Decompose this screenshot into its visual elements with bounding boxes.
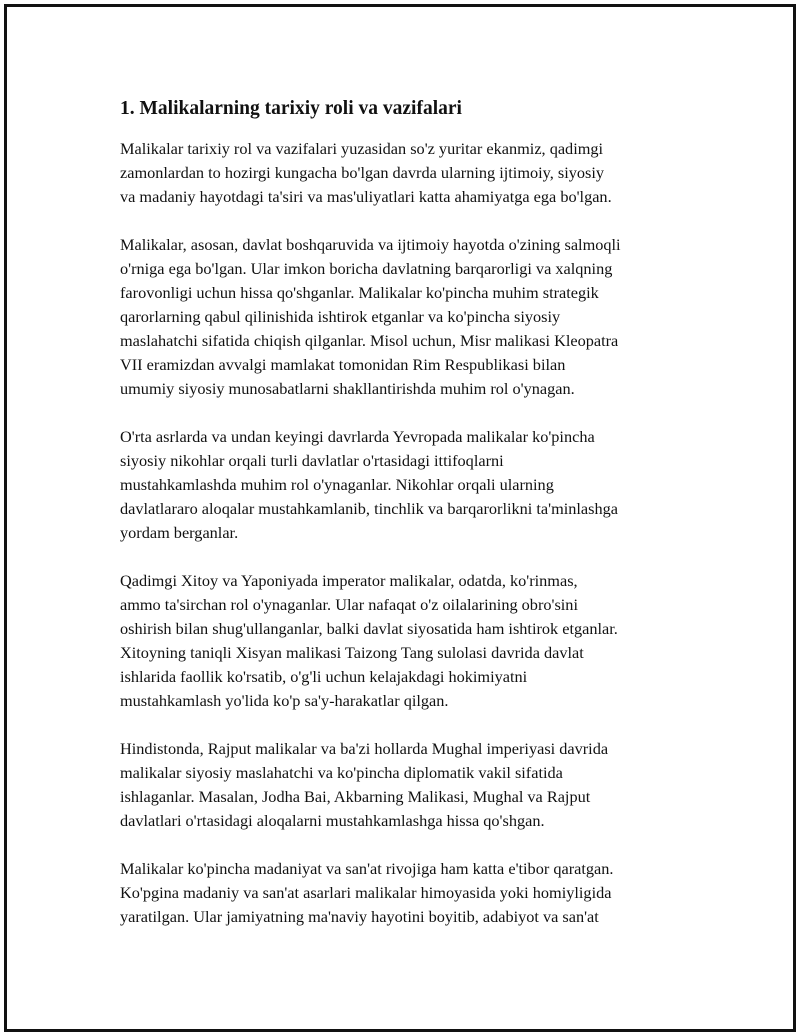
text-line: yordam berganlar. [120, 523, 239, 542]
text-line: Malikalar tarixiy rol va vazifalari yuzasidan so'z yuritar ekanmiz, qadimgi [120, 139, 604, 158]
text-line: umumiy siyosiy munosabatlarni shakllantirishda muhim rol o'ynagan. [120, 379, 575, 398]
text-line: VII eramizdan avvalgi mamlakat tomonidan Rim Respublikasi bilan [120, 355, 566, 374]
text-line: davlatlari o'rtasidagi aloqalarni mustahkamlashga hissa qo'shgan. [120, 811, 545, 830]
text-line: ammo ta'sirchan rol o'ynaganlar. Ular nafaqat o'z oilalarining obro'sini [120, 595, 578, 614]
text-line: Hindistonda, Rajput malikalar va ba'zi hollarda Mughal imperiyasi davrida [120, 739, 609, 758]
text-line: malikalar siyosiy maslahatchi va ko'pincha diplomatik vakil sifatida [120, 763, 563, 782]
text-line: va madaniy hayotdagi ta'siri va mas'uliyatlari katta ahamiyatga ega bo'lgan. [120, 187, 612, 206]
text-line: o'rniga ega bo'lgan. Ular imkon boricha davlatning barqarorligi va xalqning [120, 259, 613, 278]
text-line: Qadimgi Xitoy va Yaponiyada imperator malikalar, odatda, ko'rinmas, [120, 571, 578, 590]
text-line: mustahkamlash yo'lida ko'p sa'y-harakatlar qilgan. [120, 691, 449, 710]
text-line: qarorlarning qabul qilinishida ishtirok etganlar va ko'pincha siyosiy [120, 307, 561, 326]
paragraph-6 [120, 857, 700, 929]
text-line: O'rta asrlarda va undan keyingi davrlarda Yevropada malikalar ko'pincha [120, 427, 595, 446]
text-line: davlatlararo aloqalar mustahkamlanib, tinchlik va barqarorlikni ta'minlashga [120, 499, 618, 518]
paragraph-1 [120, 137, 700, 209]
text-line: siyosiy nikohlar orqali turli davlatlar o'rtasidagi ittifoqlarni [120, 451, 504, 470]
paragraph-4 [120, 569, 700, 713]
text-line: Malikalar ko'pincha madaniyat va san'at rivojiga ham katta e'tibor qaratgan. [120, 859, 614, 878]
section-heading: 1. Malikalarning tarixiy roli va vazifalari [120, 98, 462, 119]
text-line: zamonlardan to hozirgi kungacha bo'lgan davrda ularning ijtimoiy, siyosiy [120, 163, 605, 182]
text-line: maslahatchi sifatida chiqish qilganlar. Misol uchun, Misr malikasi Kleopatra [120, 331, 619, 350]
document-body [120, 97, 700, 953]
paragraph-3 [120, 425, 700, 545]
text-line: Xitoyning taniqli Xisyan malikasi Taizong Tang sulolasi davrida davlat [120, 643, 584, 662]
text-line: ishlarida faollik ko'rsatib, o'g'li uchun kelajakdagi hokimiyatni [120, 667, 528, 686]
paragraph-2 [120, 233, 700, 401]
text-line: ishlaganlar. Masalan, Jodha Bai, Akbarning Malikasi, Mughal va Rajput [120, 787, 591, 806]
paragraph-5 [120, 737, 700, 833]
text-line: farovonligi uchun hissa qo'shganlar. Malikalar ko'pincha muhim strategik [120, 283, 599, 302]
text-line: Malikalar, asosan, davlat boshqaruvida va ijtimoiy hayotda o'zining salmoqli [120, 235, 621, 254]
text-line: Ko'pgina madaniy va san'at asarlari malikalar himoyasida yoki homiyligida [120, 883, 612, 902]
text-line: mustahkamlashda muhim rol o'ynaganlar. Nikohlar orqali ularning [120, 475, 554, 494]
page-frame [4, 4, 796, 1032]
text-line: oshirish bilan shug'ullanganlar, balki davlat siyosatida ham ishtirok etganlar. [120, 619, 618, 638]
text-line: yaratilgan. Ular jamiyatning ma'naviy hayotini boyitib, adabiyot va san'at [120, 907, 599, 926]
